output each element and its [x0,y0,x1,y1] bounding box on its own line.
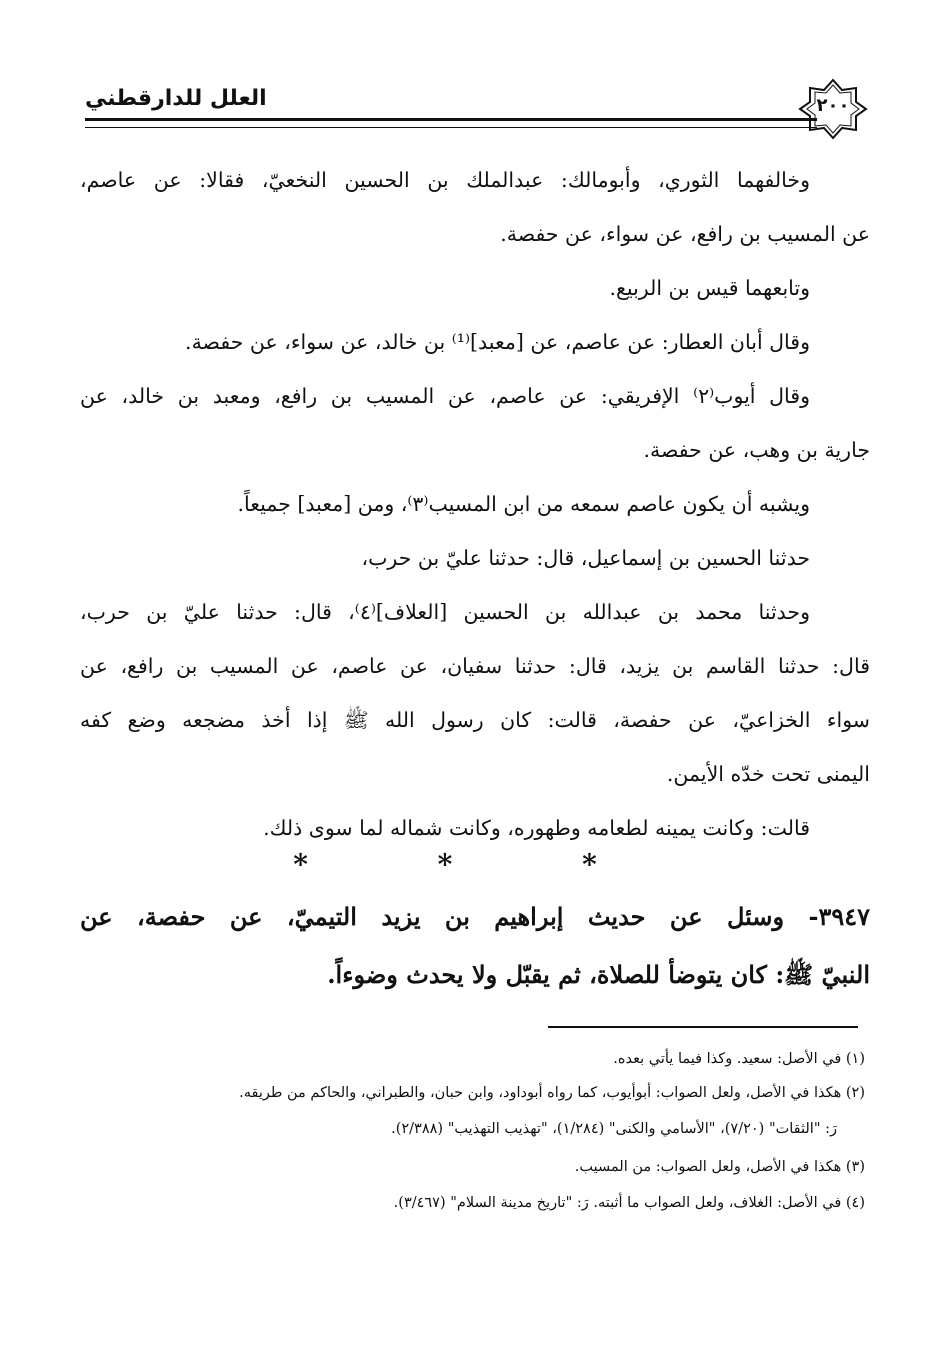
header-rule [85,118,817,128]
footnote: (٢) هكذا في الأصل، ولعل الصواب: أبوأيوب، كما رواه أبوداود، وابن حبان، والطبراني، والحاكم من طريقه. [239,1085,865,1101]
text-line: وقال أيوب⁽٢⁾ الإفريقي: عن عاصم، عن المسيب بن رافع، ومعبد بن خالد، عن [80,384,811,408]
text-line: وقال أبان العطار: عن عاصم، عن [معبد]⁽¹⁾ بن خالد، عن سواء، عن حفصة. [185,330,810,354]
text-line: ويشبه أن يكون عاصم سمعه من ابن المسيب⁽٣⁾، ومن [معبد] جميعاً. [237,492,810,516]
text-line: وتابعهما قيس بن الربيع. [609,276,810,300]
text-line: اليمنى تحت خدّه الأيمن. [666,762,870,786]
footnote: (١) في الأصل: سعيد. وكذا فيما يأتي بعده. [613,1051,865,1067]
text-line: حدثنا الحسين بن إسماعيل، قال: حدثنا عليّ بن حرب، [361,546,810,570]
page-number: ٢٠٠ [816,95,850,116]
entry-heading-line: ٣٩٤٧- وسئل عن حديث إبراهيم بن يزيد التيميّ، عن حفصة، عن [80,902,870,931]
running-title: العلل للدارقطني [85,86,267,111]
section-separator: * * * [293,848,657,881]
text-line: وخالفهما الثوري، وأبومالك: عبدالملك بن الحسين النخعيّ، فقالا: عن عاصم، [80,168,810,192]
footnote: (٣) هكذا في الأصل، ولعل الصواب: من المسيب. [574,1159,865,1175]
footnote: (٤) في الأصل: الغلاف، ولعل الصواب ما أثبته. رَ: "تاريخ مدينة السلام" (٣/٤٦٧). [393,1195,865,1211]
text-line: وحدثنا محمد بن عبدالله بن الحسين [العلاف]⁽٤⁾، قال: حدثنا عليّ بن حرب، [80,600,811,624]
page-header [85,78,860,140]
footnote-rule [548,1026,858,1028]
footnote-continuation: رَ: "الثقات" (٧/٢٠)، "الأسامي والكنى" (١/٢٨٤)، "تهذيب التهذيب" (٢/٣٨٨). [391,1121,837,1137]
text-line: جارية بن وهب، عن حفصة. [643,438,870,462]
text-line: قالت: وكانت يمينه لطعامه وطهوره، وكانت شماله لما سوى ذلك. [263,816,810,840]
entry-heading-line: النبيّ ﷺ: كان يتوضأ للصلاة، ثم يقبّل ولا يحدث وضوءاً. [327,960,870,989]
text-line: عن المسيب بن رافع، عن سواء، عن حفصة. [500,222,870,246]
text-line: قال: حدثنا القاسم بن يزيد، قال: حدثنا سفيان، عن عاصم، عن المسيب بن رافع، عن [80,654,870,678]
text-line: سواء الخزاعيّ، عن حفصة، قالت: كان رسول الله ﷺ إذا أخذ مضجعه وضع كفه [80,708,870,732]
page-number-badge [798,78,868,140]
